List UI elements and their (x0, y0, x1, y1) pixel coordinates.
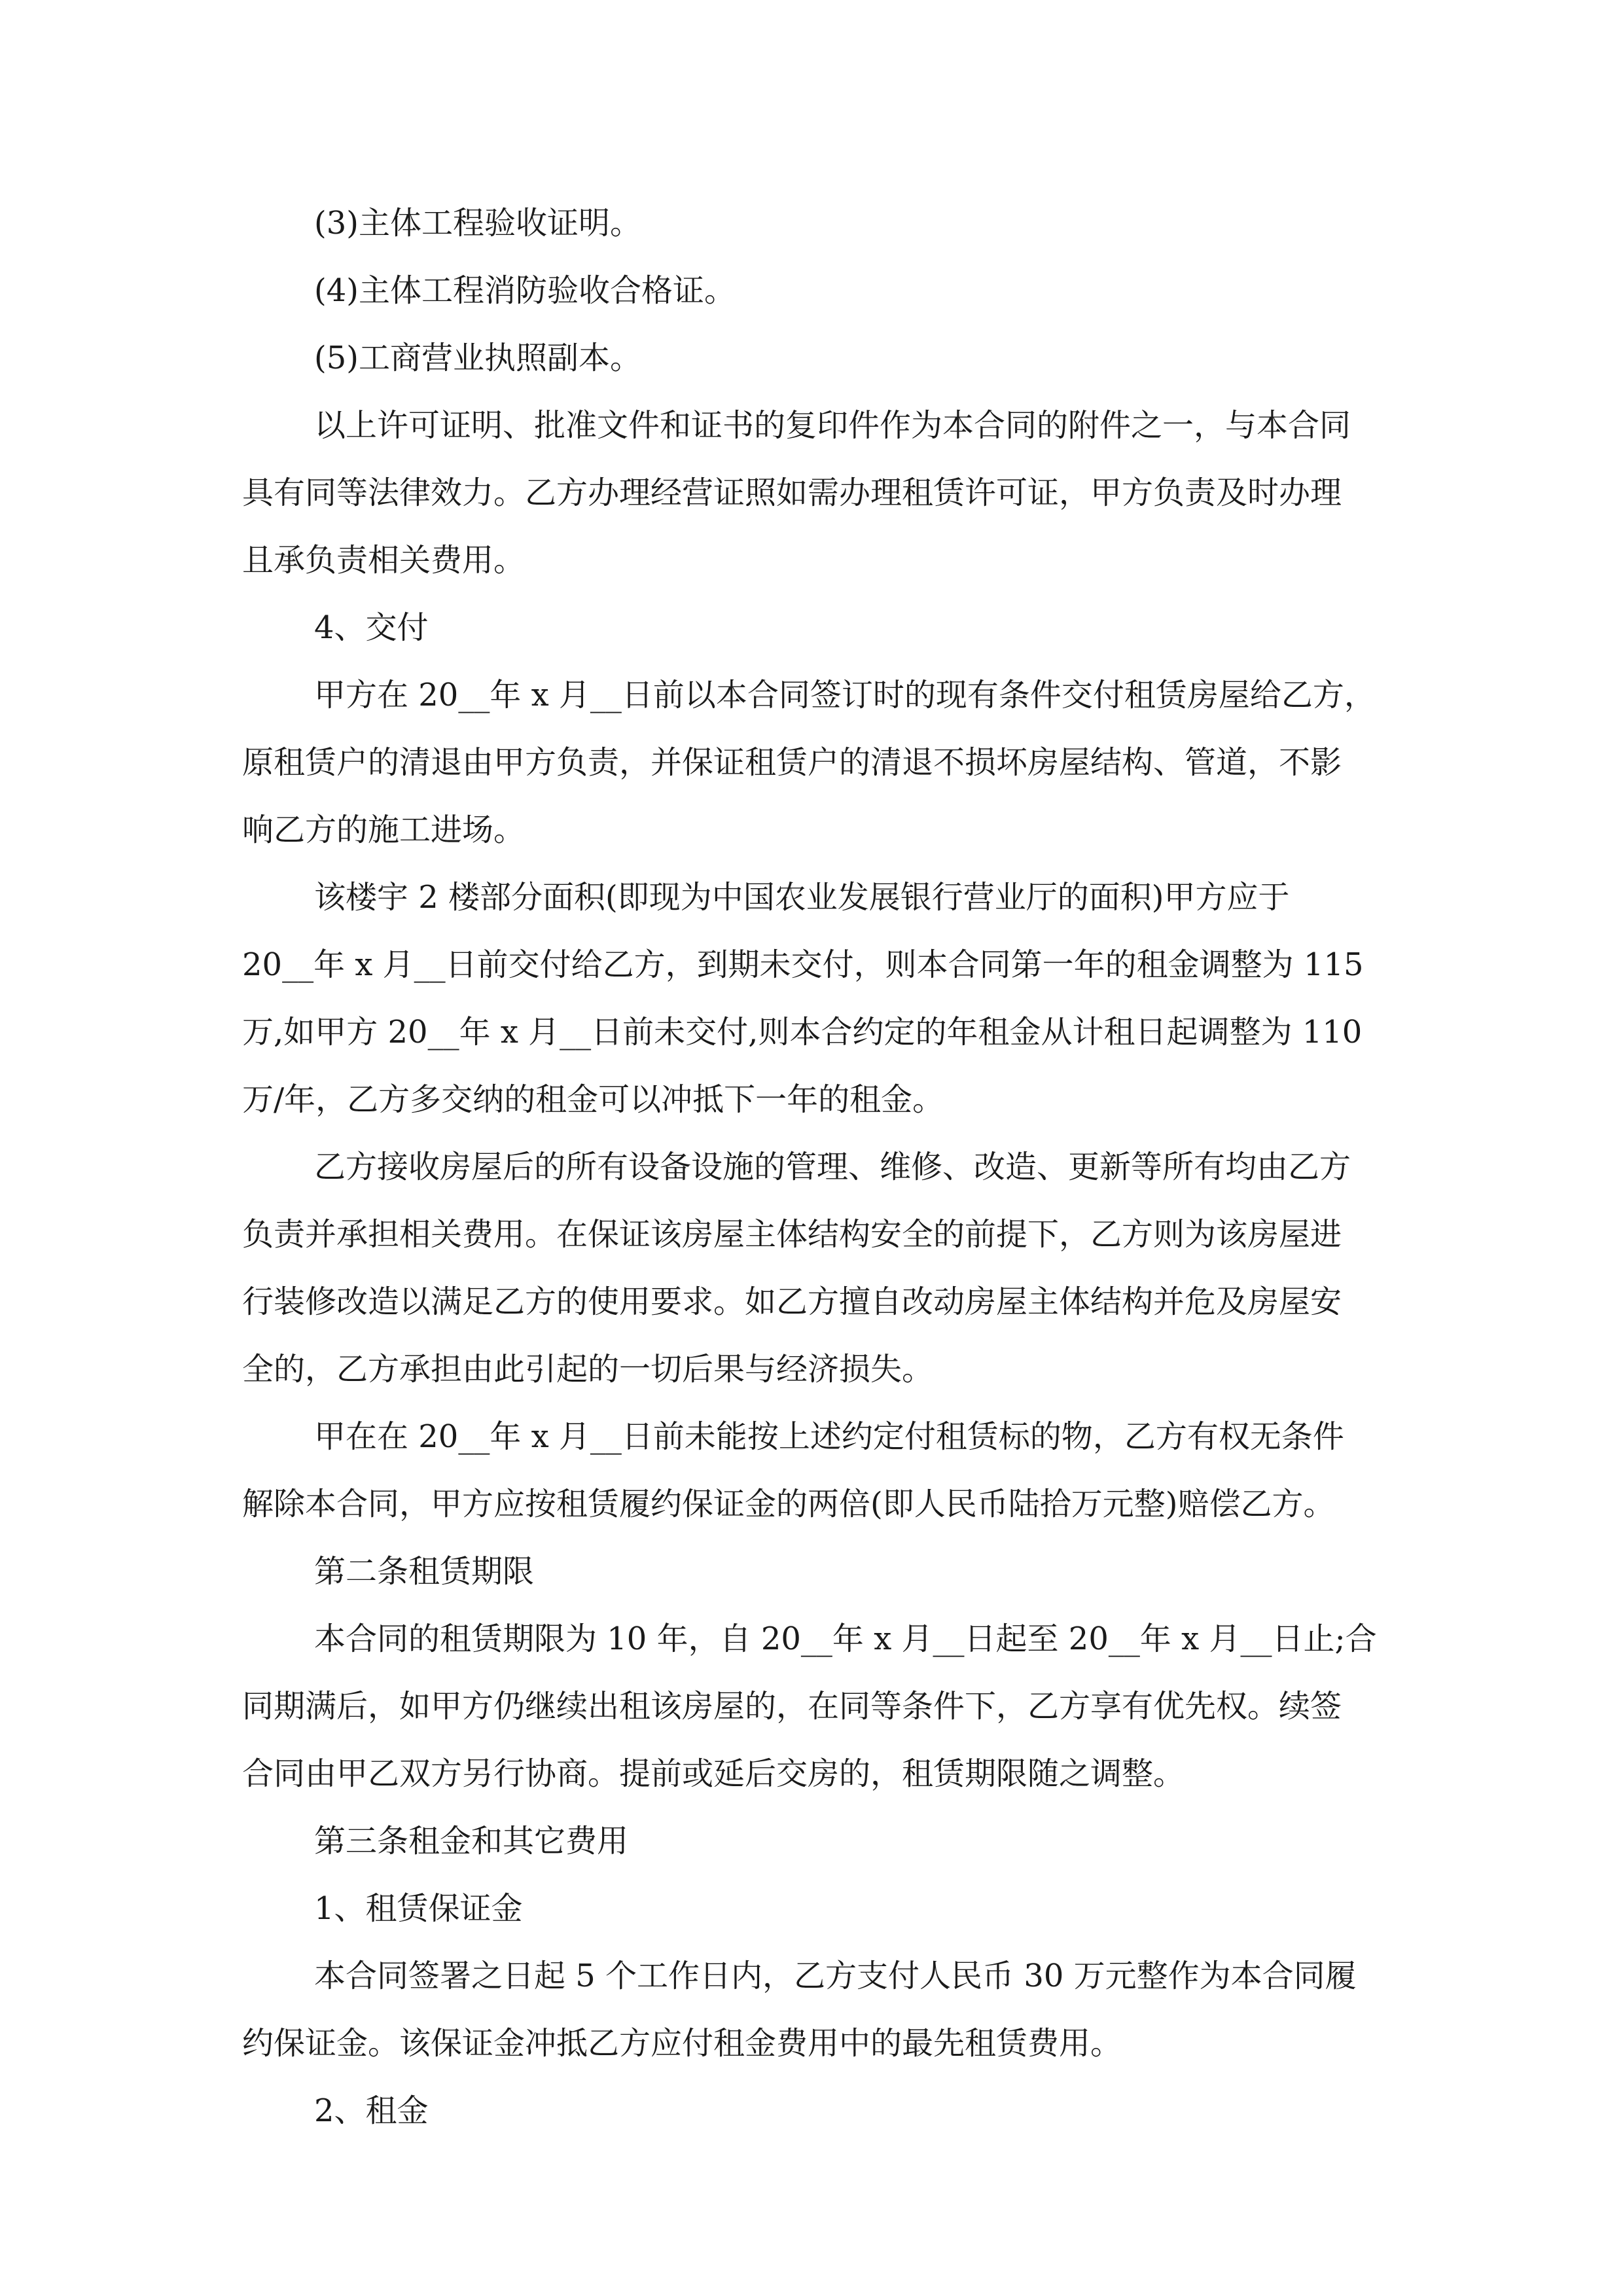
paragraph (242, 1605, 1387, 1808)
paragraph (242, 190, 1387, 257)
paragraph-line: 合同由甲乙双方另行协商。提前或延后交房的，租赁期限随之调整。 (242, 1755, 1185, 1792)
paragraph (242, 1403, 1387, 1538)
paragraph-line: 万/年，乙方多交纳的租金可以冲抵下一年的租金。 (242, 1081, 944, 1118)
paragraph (242, 1808, 1387, 1875)
paragraph-line: 4、交付 (314, 609, 429, 646)
paragraph-line: 全的，乙方承担由此引起的一切后果与经济损失。 (242, 1351, 934, 1388)
paragraph-line: 第二条租赁期限 (314, 1553, 535, 1590)
paragraph (242, 257, 1387, 325)
paragraph-line: 且承负责相关费用。 (242, 542, 526, 579)
paragraph-line: 20__年 x 月__日前交付给乙方，到期未交付，则本合同第一年的租金调整为 115 (242, 946, 1364, 983)
paragraph (242, 594, 1387, 662)
paragraph (242, 1134, 1387, 1403)
paragraph-line: 原租赁户的清退由甲方负责，并保证租赁户的清退不损坏房屋结构、管道，不影 (242, 744, 1342, 781)
paragraph-line: 该楼宇 2 楼部分面积(即现为中国农业发展银行营业厅的面积)甲方应于 (314, 879, 1290, 916)
paragraph (242, 662, 1387, 864)
paragraph-line: (3)主体工程验收证明。 (314, 205, 641, 242)
paragraph-line: 本合同的租赁期限为 10 年，自 20__年 x 月__日起至 20__年 x 月__日止;合 (314, 1621, 1377, 1657)
paragraph (242, 392, 1387, 594)
paragraph-line: 具有同等法律效力。乙方办理经营证照如需办理租赁许可证，甲方负责及时办理 (242, 475, 1342, 511)
paragraph-line: 本合同签署之日起 5 个工作日内，乙方支付人民币 30 万元整作为本合同履 (314, 1958, 1357, 1994)
paragraph-line: 乙方接收房屋后的所有设备设施的管理、维修、改造、更新等所有均由乙方 (314, 1149, 1351, 1185)
paragraph (242, 1538, 1387, 1605)
paragraph (242, 864, 1387, 1134)
paragraph-line: 负责并承担相关费用。在保证该房屋主体结构安全的前提下，乙方则为该房屋进 (242, 1216, 1342, 1253)
paragraph-line: 响乙方的施工进场。 (242, 812, 526, 848)
paragraph-line: 甲方在 20__年 x 月__日前以本合同签订时的现有条件交付租赁房屋给乙方， (314, 677, 1376, 713)
paragraph-line: 约保证金。该保证金冲抵乙方应付租金费用中的最先租赁费用。 (242, 2025, 1122, 2062)
paragraph-line: 第三条租金和其它费用 (314, 1823, 629, 1859)
paragraph-line: (5)工商营业执照副本。 (314, 340, 641, 376)
paragraph-line: (4)主体工程消防验收合格证。 (314, 272, 736, 309)
paragraph-line: 万,如甲方 20__年 x 月__日前未交付,则本合约定的年租金从计租日起调整为 110 (242, 1014, 1363, 1050)
paragraph (242, 1943, 1387, 2077)
paragraph-line: 1、租赁保证金 (314, 1890, 523, 1927)
paragraph-line: 以上许可证明、批准文件和证书的复印件作为本合同的附件之一，与本合同 (314, 407, 1351, 444)
paragraph-line: 2、租金 (314, 2092, 429, 2129)
paragraph-line: 同期满后，如甲方仍继续出租该房屋的，在同等条件下，乙方享有优先权。续签 (242, 1688, 1342, 1725)
document-body (242, 190, 1387, 2145)
paragraph-line: 解除本合同，甲方应按租赁履约保证金的两倍(即人民币陆拾万元整)赔偿乙方。 (242, 1486, 1335, 1522)
paragraph-line: 甲在在 20__年 x 月__日前未能按上述约定付租赁标的物，乙方有权无条件 (314, 1418, 1344, 1455)
paragraph (242, 2077, 1387, 2145)
paragraph (242, 1875, 1387, 1943)
paragraph (242, 325, 1387, 392)
paragraph-line: 行装修改造以满足乙方的使用要求。如乙方擅自改动房屋主体结构并危及房屋安 (242, 1283, 1342, 1320)
